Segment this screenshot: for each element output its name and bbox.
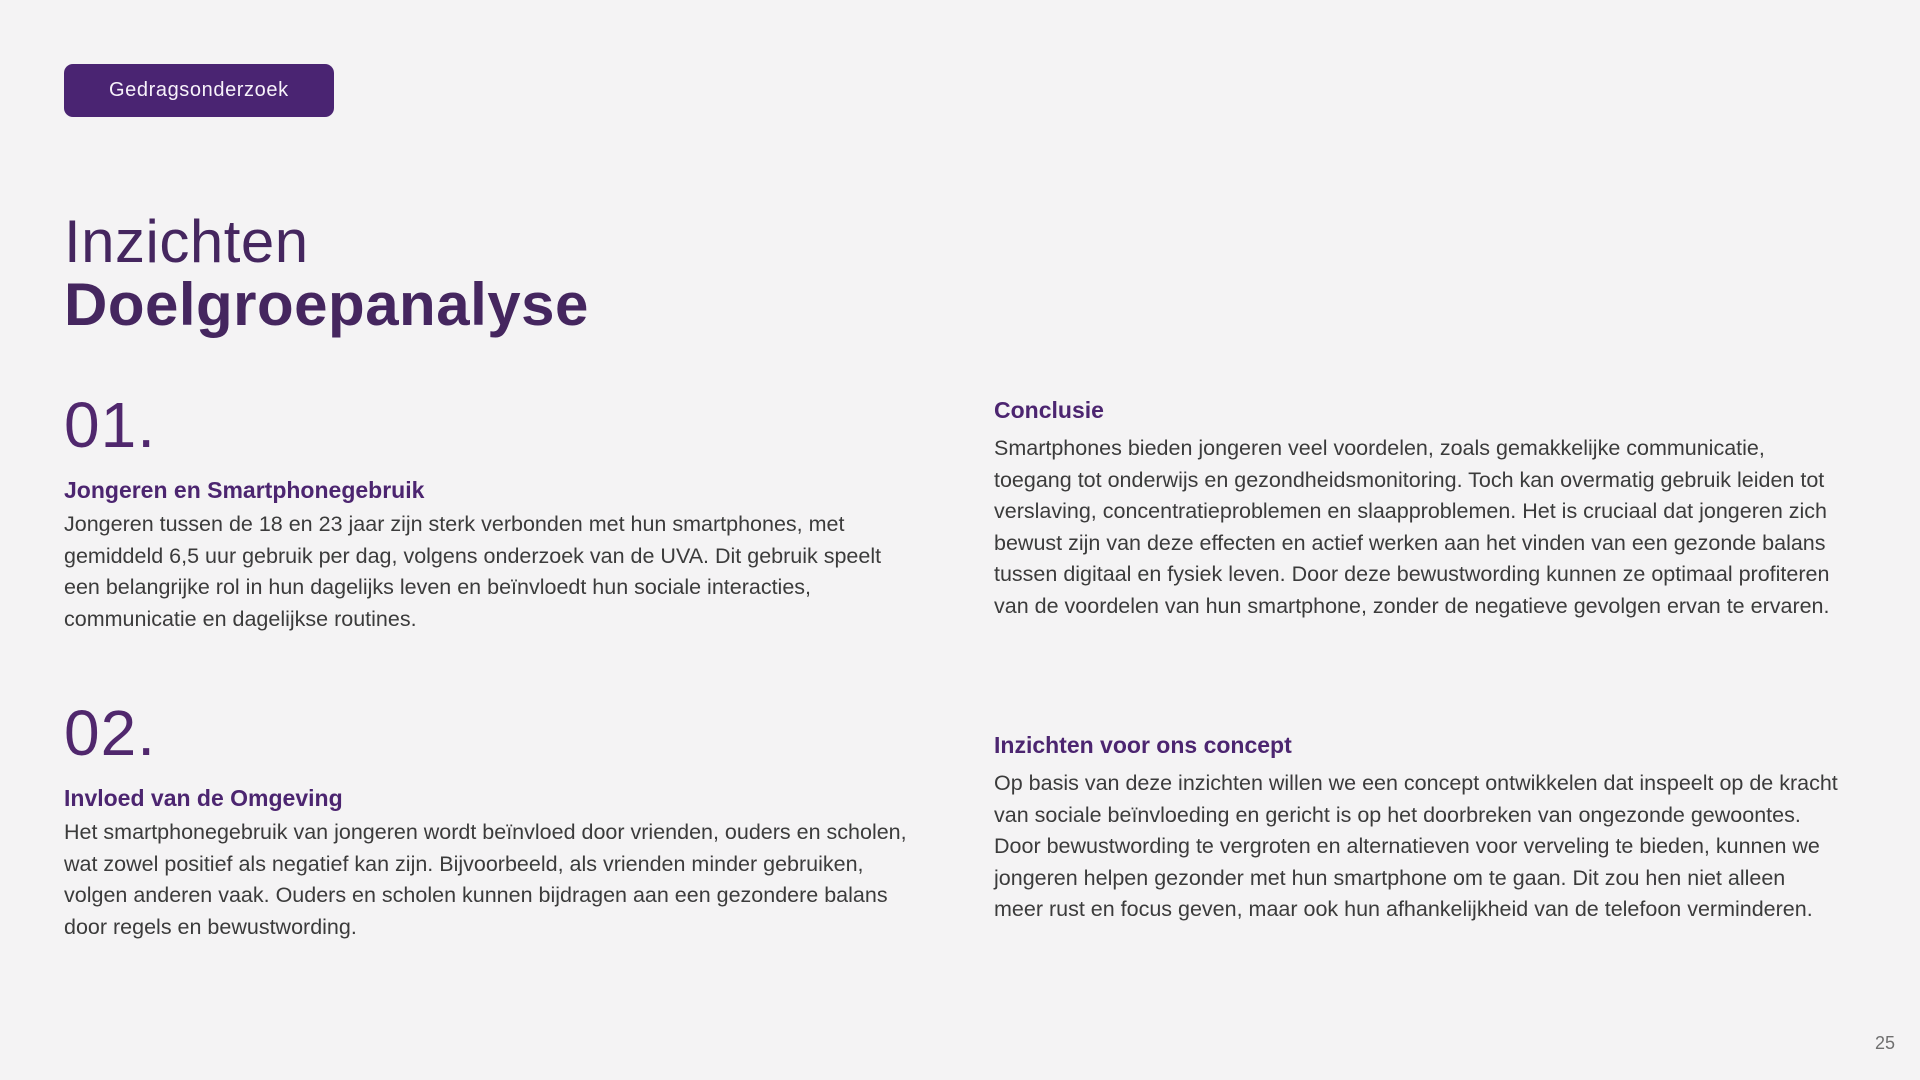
- category-badge: Gedragsonderzoek: [64, 64, 334, 117]
- section-01-number: 01.: [64, 389, 156, 461]
- concept-insights-section: [994, 730, 1839, 926]
- section-02: [64, 696, 909, 943]
- section-02-heading: Invloed van de Omgeving: [64, 785, 343, 811]
- conclusion-heading: Conclusie: [994, 397, 1104, 423]
- section-01: [64, 388, 909, 635]
- page-title-line2: Doelgroepanalyse: [64, 271, 589, 338]
- section-02-body: Het smartphonegebruik van jongeren wordt beïnvloed door vrienden, ouders en scholen, wat zowel positief als negatief kan zijn. Bijvoorbeeld, als vrienden minder gebruiken, volgen anderen vaak. Ouders en scholen kunnen bijdragen aan een gezondere balans door regels en bewustwording.: [64, 820, 907, 939]
- conclusion-section: [994, 395, 1839, 622]
- section-01-heading: Jongeren en Smartphonegebruik: [64, 477, 425, 503]
- conclusion-body: Smartphones bieden jongeren veel voordelen, zoals gemakkelijke communicatie, toegang tot onderwijs en gezondheidsmonitoring. Toch kan overmatig gebruik leiden tot verslaving, concentratieproblemen en slaapproblemen. Het is cruciaal dat jongeren zich bewust zijn van deze effecten en actief werken aan het vinden van een gezonde balans tussen digitaal en fysiek leven. Door deze bewustwording kunnen ze optimaal profiteren van de voordelen van hun smartphone, zonder de negatieve gevolgen ervan te ervaren.: [994, 436, 1830, 618]
- page-number: 25: [1874, 1033, 1895, 1053]
- section-02-number: 02.: [64, 697, 156, 769]
- page-title-line1: Inzichten: [64, 208, 309, 275]
- concept-insights-body: Op basis van deze inzichten willen we een concept ontwikkelen dat inspeelt op de kracht van sociale beïnvloeding en gericht is op het doorbreken van ongezonde gewoontes. Door bewustwording te vergroten en alternatieven voor verveling te bieden, kunnen we jongeren helpen gezonder met hun smartphone om te gaan. Dit zou hen niet alleen meer rust en focus geven, maar ook hun afhankelijkheid van de telefoon verminderen.: [994, 771, 1838, 921]
- section-01-body: Jongeren tussen de 18 en 23 jaar zijn sterk verbonden met hun smartphones, met gemiddeld 6,5 uur gebruik per dag, volgens onderzoek van de UVA. Dit gebruik speelt een belangrijke rol in hun dagelijks leven en beïnvloedt hun sociale interacties, communicatie en dagelijkse routines.: [64, 512, 882, 631]
- concept-insights-heading: Inzichten voor ons concept: [994, 732, 1292, 758]
- page-title: [64, 210, 589, 336]
